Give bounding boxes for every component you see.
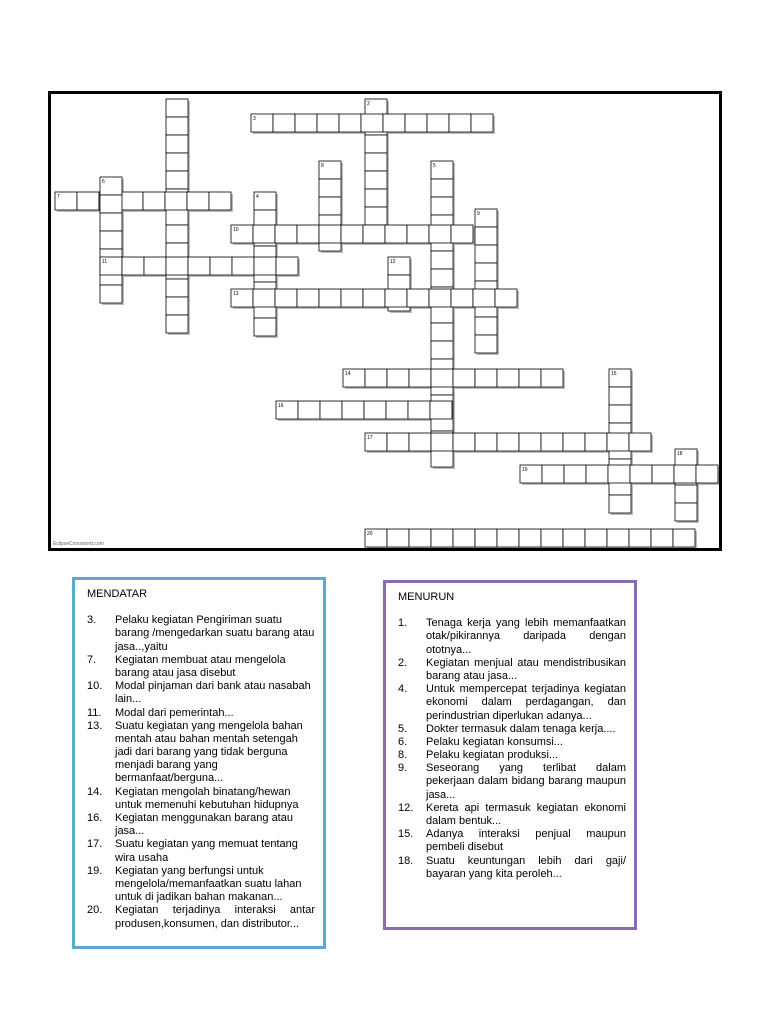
- crossword-cell[interactable]: [253, 289, 275, 307]
- crossword-cell[interactable]: [453, 529, 475, 547]
- crossword-cell[interactable]: [188, 257, 210, 275]
- across-clue: [87, 707, 315, 720]
- across-clue-text: Kegiatan terjadinya interaksi antar produsen,konsumen, dan distributor...: [115, 904, 315, 930]
- cell-number: 5: [433, 163, 436, 169]
- crossword-cell[interactable]: [541, 369, 563, 387]
- crossword-cell[interactable]: [431, 197, 453, 215]
- across-clue-number: 7.: [87, 653, 97, 666]
- crossword-cell[interactable]: [453, 433, 475, 451]
- crossword-cell[interactable]: [387, 529, 409, 547]
- crossword-cell[interactable]: [387, 433, 409, 451]
- crossword-cell[interactable]: [166, 315, 188, 333]
- crossword-cell[interactable]: [449, 114, 471, 132]
- down-clue: [398, 657, 626, 683]
- cell-number: 17: [367, 435, 373, 441]
- down-clue: [398, 855, 626, 881]
- crossword-cell[interactable]: [585, 529, 607, 547]
- crossword-cell[interactable]: [254, 257, 276, 275]
- crossword-cell[interactable]: [100, 195, 122, 213]
- across-clue-text: Kegiatan yang berfungsi untuk mengelola/memanfaatkan suatu lahan untuk di jadikan bahan makanan...: [115, 864, 302, 904]
- down-clue-text: Dokter termasuk dalam tenaga kerja....: [426, 722, 616, 735]
- crossword-cell[interactable]: [431, 529, 453, 547]
- crossword-cell[interactable]: [361, 114, 383, 132]
- down-clue-number: 12.: [398, 801, 414, 814]
- crossword-cell[interactable]: [407, 289, 429, 307]
- cell-number: 11: [102, 259, 108, 265]
- crossword-cell[interactable]: [475, 529, 497, 547]
- crossword-cell[interactable]: [342, 401, 364, 419]
- across-clue: [87, 654, 315, 680]
- across-clue-number: 19.: [87, 864, 103, 877]
- cell-number: 16: [278, 403, 284, 409]
- down-clue-text: Tenaga kerja yang lebih memanfaatkan otak/pikirannya daripada dengan ototnya...: [426, 617, 626, 656]
- cell-number: 6: [102, 179, 105, 185]
- crossword-grid: [48, 91, 722, 551]
- crossword-cell[interactable]: [254, 318, 276, 336]
- down-clue-text: Seseorang yang terlibat dalam pekerjaan dalam bidang barang maupun jasa...: [426, 762, 626, 801]
- across-clue-list: [87, 614, 315, 931]
- crossword-cell[interactable]: [143, 192, 165, 210]
- crossword-cell[interactable]: [386, 401, 408, 419]
- crossword-cell[interactable]: [431, 449, 453, 467]
- down-clue-text: Kegiatan menjual atau mendistribusikan barang atau jasa...: [426, 656, 626, 682]
- crossword-cell[interactable]: [431, 251, 453, 269]
- cell-number: 19: [522, 467, 528, 473]
- across-clue-text: Suatu kegiatan yang mengelola bahan mentah atau bahan mentah setengah jadi dari barang yang tidak berguna menjadi barang yang bermanfaat/berguna...: [115, 719, 303, 785]
- crossword-cell[interactable]: [319, 225, 341, 243]
- crossword-cell[interactable]: [609, 405, 631, 423]
- across-clue-text: Kegiatan mengolah binatang/hewan untuk memenuhi kebutuhan hidupnya: [115, 785, 299, 811]
- across-clue: [87, 838, 315, 864]
- crossword-cell[interactable]: [519, 433, 541, 451]
- crossword-cell[interactable]: [363, 225, 385, 243]
- crossword-credit: EclipseCrossword.com: [53, 541, 104, 547]
- down-clue-number: 15.: [398, 828, 414, 841]
- down-clue-text: Adanya interaksi penjual maupun pembeli disebut: [426, 828, 626, 854]
- crossword-cell[interactable]: [473, 289, 495, 307]
- crossword-cell[interactable]: [317, 114, 339, 132]
- down-clue-text: Suatu keuntungan lebih dari gaji/ bayaran yang kita peroleh...: [426, 854, 626, 880]
- crossword-cell[interactable]: [166, 297, 188, 315]
- down-clue-text: Kereta api termasuk kegiatan ekonomi dalam bentuk...: [426, 801, 626, 827]
- crossword-cell[interactable]: [451, 225, 473, 243]
- crossword-cell[interactable]: [475, 263, 497, 281]
- crossword-cell[interactable]: [519, 369, 541, 387]
- cell-number: 2: [367, 101, 370, 107]
- crossword-cell[interactable]: [674, 465, 696, 483]
- crossword-cell[interactable]: [364, 401, 386, 419]
- crossword-cell[interactable]: [365, 207, 387, 225]
- crossword-cell[interactable]: [541, 433, 563, 451]
- crossword-cell[interactable]: [210, 257, 232, 275]
- across-clue-number: 10.: [87, 680, 103, 693]
- crossword-cell[interactable]: [297, 289, 319, 307]
- crossword-cell[interactable]: [431, 369, 453, 387]
- crossword-cell[interactable]: [542, 465, 564, 483]
- down-clue-number: 2.: [398, 656, 408, 669]
- crossword-cell[interactable]: [363, 289, 385, 307]
- crossword-cell[interactable]: [629, 433, 651, 451]
- down-clue: [398, 723, 626, 736]
- cell-number: 20: [367, 531, 373, 537]
- crossword-cell[interactable]: [166, 225, 188, 243]
- crossword-cell[interactable]: [431, 433, 453, 451]
- crossword-cell[interactable]: [166, 257, 188, 275]
- crossword-cell[interactable]: [409, 369, 431, 387]
- down-clue-text: Pelaku kegiatan produksi...: [426, 749, 559, 762]
- crossword-cell[interactable]: [166, 135, 188, 153]
- down-clue-number: 18.: [398, 854, 414, 867]
- crossword-cell[interactable]: [475, 433, 497, 451]
- down-clue-number: 9.: [398, 762, 408, 775]
- crossword-cell[interactable]: [471, 114, 493, 132]
- cell-number: 14: [345, 371, 351, 377]
- crossword-cell[interactable]: [430, 401, 452, 419]
- crossword-cell[interactable]: [166, 279, 188, 297]
- down-clue: [398, 828, 626, 854]
- crossword-cell[interactable]: [297, 225, 319, 243]
- crossword-cell[interactable]: [453, 369, 475, 387]
- crossword-cell[interactable]: [475, 335, 497, 353]
- across-clue-text: Kegiatan menggunakan barang atau jasa...: [115, 812, 293, 838]
- crossword-cell[interactable]: [166, 171, 188, 189]
- cell-number: 7: [57, 194, 60, 200]
- crossword-cell[interactable]: [630, 465, 652, 483]
- crossword-cell[interactable]: [563, 529, 585, 547]
- crossword-cell[interactable]: [341, 225, 363, 243]
- crossword-cell[interactable]: [563, 433, 585, 451]
- across-clue-number: 16.: [87, 812, 103, 824]
- across-clue-text: Pelaku kegiatan Pengiriman suatu barang /mengedarkan suatu barang atau jasa..,yaitu: [115, 614, 315, 653]
- crossword-cell[interactable]: [121, 192, 143, 210]
- cell-number: 4: [256, 194, 259, 200]
- down-clue-text: Pelaku kegiatan konsumsi...: [426, 735, 563, 748]
- down-clue-number: 8.: [398, 749, 408, 762]
- down-clue-text: Untuk mempercepat terjadinya kegiatan ekonomi dalam perdagangan, dan perindustrian diperlukan adanya...: [426, 683, 626, 722]
- crossword-cell[interactable]: [383, 114, 405, 132]
- crossword-cell[interactable]: [385, 289, 407, 307]
- crossword-cell[interactable]: [409, 529, 431, 547]
- crossword-cell[interactable]: [652, 465, 674, 483]
- crossword-cell[interactable]: [651, 529, 673, 547]
- crossword-cell[interactable]: [609, 387, 631, 405]
- crossword-cell[interactable]: [209, 192, 231, 210]
- crossword-cell[interactable]: [232, 257, 254, 275]
- crossword-cell[interactable]: [497, 369, 519, 387]
- crossword-cell[interactable]: [387, 369, 409, 387]
- crossword-cells: [51, 94, 719, 548]
- crossword-cell[interactable]: [431, 269, 453, 287]
- crossword-cell[interactable]: [100, 285, 122, 303]
- crossword-cell[interactable]: [273, 114, 295, 132]
- across-clue: [87, 865, 315, 905]
- down-clue: [398, 762, 626, 802]
- across-clue-number: 11.: [87, 706, 102, 719]
- cell-number: 13: [233, 291, 239, 297]
- crossword-cell[interactable]: [187, 192, 209, 210]
- across-clue-number: 20.: [87, 904, 103, 917]
- crossword-cell[interactable]: [564, 465, 586, 483]
- down-clue: [398, 802, 626, 828]
- down-clue-number: 5.: [398, 722, 408, 735]
- across-clue: [87, 680, 315, 706]
- crossword-cell[interactable]: [341, 289, 363, 307]
- crossword-cell[interactable]: [431, 305, 453, 323]
- across-clue: [87, 786, 315, 812]
- across-clue-number: 13.: [87, 719, 103, 732]
- crossword-cell[interactable]: [295, 114, 317, 132]
- across-clue-text: Kegiatan membuat atau mengelola barang atau jasa disebut: [115, 653, 286, 679]
- crossword-cell[interactable]: [275, 289, 297, 307]
- crossword-cell[interactable]: [607, 529, 629, 547]
- crossword-cell[interactable]: [497, 529, 519, 547]
- down-clues-panel: [383, 580, 637, 930]
- across-clues-panel: [72, 577, 326, 949]
- across-clue-text: Suatu kegiatan yang memuat tentang wira usaha: [115, 838, 298, 864]
- crossword-cell[interactable]: [675, 485, 697, 503]
- cell-number: 15: [611, 371, 617, 377]
- cell-number: 3: [253, 116, 256, 122]
- crossword-cell[interactable]: [166, 117, 188, 135]
- cell-number: 12: [390, 259, 396, 265]
- crossword-cell[interactable]: [475, 245, 497, 263]
- across-clue: [87, 720, 315, 786]
- crossword-cell[interactable]: [429, 225, 451, 243]
- down-clue-number: 1.: [398, 617, 408, 630]
- across-clue: [87, 904, 315, 930]
- crossword-cell[interactable]: [519, 529, 541, 547]
- crossword-cell[interactable]: [475, 227, 497, 245]
- cell-number: 8: [321, 163, 324, 169]
- crossword-cell[interactable]: [427, 114, 449, 132]
- crossword-cell[interactable]: [629, 529, 651, 547]
- crossword-cell[interactable]: [696, 465, 718, 483]
- crossword-cell[interactable]: [431, 323, 453, 341]
- crossword-cell[interactable]: [408, 401, 430, 419]
- crossword-cell[interactable]: [319, 179, 341, 197]
- crossword-cell[interactable]: [585, 433, 607, 451]
- crossword-cell[interactable]: [497, 433, 519, 451]
- across-clue: [87, 614, 315, 654]
- cell-number: 18: [677, 451, 683, 457]
- crossword-cell[interactable]: [609, 495, 631, 513]
- across-title: MENDATAR: [87, 588, 148, 600]
- across-clue-number: 17.: [87, 838, 103, 851]
- crossword-cell[interactable]: [275, 225, 297, 243]
- crossword-cell[interactable]: [253, 225, 275, 243]
- crossword-cell[interactable]: [451, 289, 473, 307]
- crossword-cell[interactable]: [122, 257, 144, 275]
- crossword-cell[interactable]: [607, 433, 629, 451]
- down-title: MENURUN: [398, 591, 455, 603]
- across-clue-number: 14.: [87, 785, 103, 798]
- crossword-cell[interactable]: [319, 197, 341, 215]
- across-clue-text: Modal pinjaman dari bank atau nasabah lain...: [115, 680, 311, 706]
- crossword-cell[interactable]: [298, 401, 320, 419]
- crossword-cell[interactable]: [339, 114, 361, 132]
- crossword-cell[interactable]: [475, 369, 497, 387]
- crossword-cell[interactable]: [409, 433, 431, 451]
- crossword-cell[interactable]: [365, 171, 387, 189]
- down-clue: [398, 617, 626, 657]
- crossword-cell[interactable]: [475, 317, 497, 335]
- across-clue: [87, 812, 315, 838]
- crossword-cell[interactable]: [166, 99, 188, 117]
- crossword-cell[interactable]: [365, 153, 387, 171]
- crossword-cell[interactable]: [385, 225, 407, 243]
- crossword-cell[interactable]: [165, 192, 187, 210]
- crossword-cell[interactable]: [541, 529, 563, 547]
- crossword-cell[interactable]: [608, 465, 630, 483]
- down-clue-number: 4.: [398, 683, 408, 696]
- down-clue-number: 6.: [398, 735, 408, 748]
- crossword-cell[interactable]: [495, 289, 517, 307]
- crossword-cell[interactable]: [276, 257, 298, 275]
- cell-number: 10: [233, 227, 239, 233]
- crossword-cell[interactable]: [320, 401, 342, 419]
- crossword-cell[interactable]: [365, 135, 387, 153]
- down-clue: [398, 736, 626, 749]
- crossword-cell[interactable]: [100, 213, 122, 231]
- down-clue: [398, 749, 626, 762]
- crossword-cell[interactable]: [365, 369, 387, 387]
- cell-number: 9: [477, 211, 480, 217]
- across-clue-number: 3.: [87, 614, 97, 627]
- crossword-cell[interactable]: [100, 231, 122, 249]
- crossword-cell[interactable]: [77, 192, 99, 210]
- crossword-cell[interactable]: [166, 153, 188, 171]
- crossword-cell[interactable]: [431, 341, 453, 359]
- crossword-cell[interactable]: [431, 179, 453, 197]
- down-clue: [398, 683, 626, 723]
- crossword-cell[interactable]: [144, 257, 166, 275]
- across-clue-text: Modal dari pemerintah...: [115, 706, 234, 719]
- crossword-cell[interactable]: [429, 289, 451, 307]
- down-clue-list: [398, 617, 626, 881]
- crossword-cell[interactable]: [407, 225, 429, 243]
- crossword-cell[interactable]: [586, 465, 608, 483]
- crossword-cell[interactable]: [319, 289, 341, 307]
- crossword-cell[interactable]: [675, 503, 697, 521]
- crossword-cell[interactable]: [405, 114, 427, 132]
- crossword-cell[interactable]: [673, 529, 695, 547]
- crossword-cell[interactable]: [365, 189, 387, 207]
